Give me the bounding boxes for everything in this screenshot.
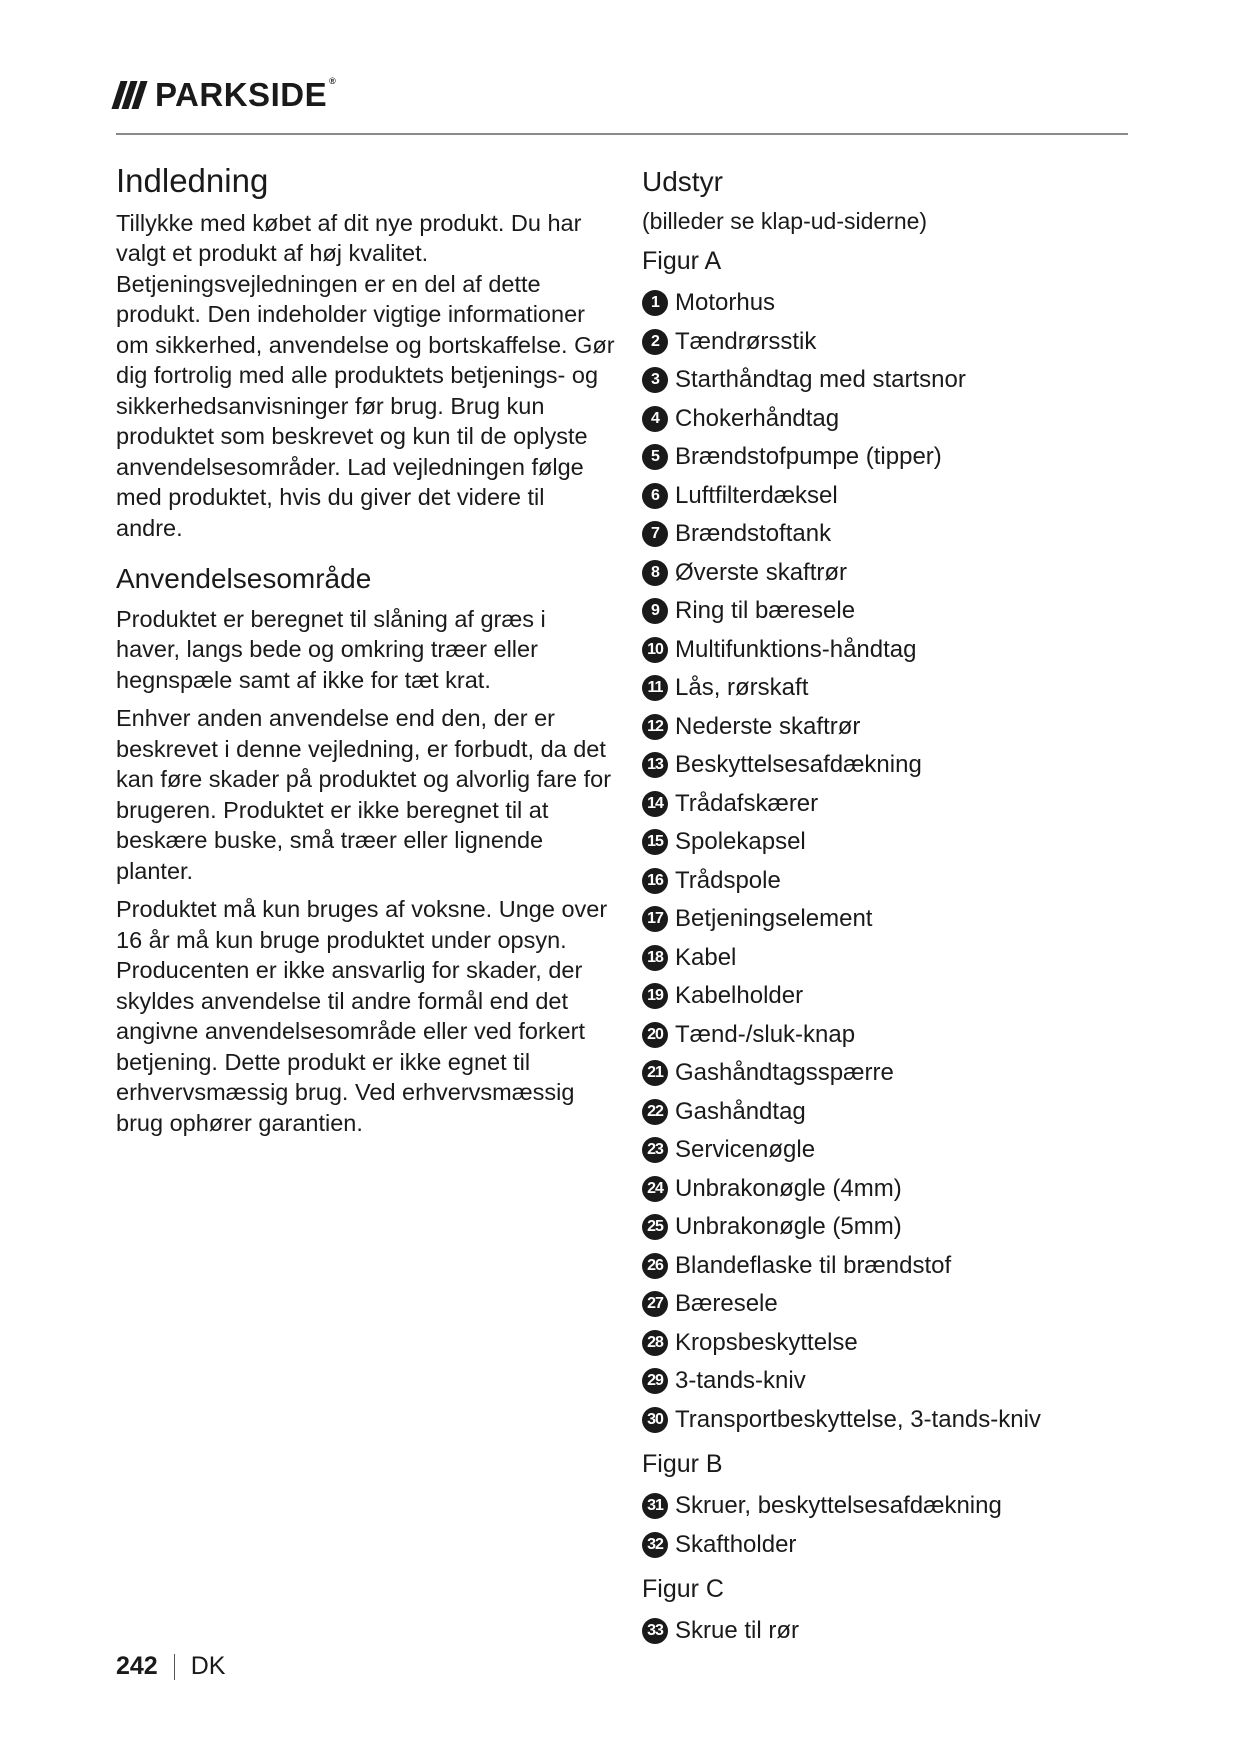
parts-list-item (642, 476, 1142, 515)
parts-list-item (642, 284, 1142, 323)
item-label: Kropsbeskyttelse (675, 1328, 858, 1356)
parts-list-item (642, 361, 1142, 400)
item-number-badge: 32 (642, 1532, 668, 1558)
logo-slashes-mark (116, 81, 143, 109)
parts-list-item (642, 322, 1142, 361)
item-label: Betjeningselement (675, 905, 873, 933)
use-paragraph-1: Produktet er beregnet til slåning af græs i haver, langs bede og omkring træer eller hegnspæle samt af ikke for tæt krat. (116, 605, 546, 693)
parts-list-item (642, 1362, 1142, 1401)
item-label: Tænd-/sluk-knap (675, 1020, 856, 1048)
item-number-badge: 14 (642, 791, 668, 817)
item-label: Unbrakonøgle (5mm) (675, 1213, 902, 1241)
item-number-badge: 18 (642, 945, 668, 971)
item-number-badge: 33 (642, 1618, 668, 1644)
item-number-badge: 10 (642, 637, 668, 663)
item-number-badge: 5 (642, 444, 668, 470)
intro-paragraph: Tillykke med købet af dit nye produkt. Du har valgt et produkt af høj kvalitet. Betjeningsvejledningen er en del af dette produkt. Den indeholder vigtige informationer om sikkerhed, anvendelse og bortskaffelse. Gør dig fortrolig med alle produktets betjenings- og sikkerhedsanvisninger før brug. Brug kun produktet som beskrevet og kun til de oplyste anvendelsesområder. Lad vejledningen følge med produktet, hvis du giver det videre til andre. (116, 209, 615, 541)
item-label: Chokerhåndtag (675, 404, 840, 432)
item-number-badge: 23 (642, 1137, 668, 1163)
parts-list-item (642, 1323, 1142, 1362)
item-number-badge: 27 (642, 1291, 668, 1317)
item-number-badge: 15 (642, 829, 668, 855)
item-number-badge: 26 (642, 1253, 668, 1279)
parts-list-item (642, 1208, 1142, 1247)
item-number-badge: 20 (642, 1022, 668, 1048)
item-number-badge: 9 (642, 598, 668, 624)
parts-list-item (642, 553, 1142, 592)
parts-list-item (642, 399, 1142, 438)
left-column (116, 162, 616, 1146)
item-number-badge: 30 (642, 1407, 668, 1433)
parts-list-item (642, 823, 1142, 862)
parts-list-item (642, 707, 1142, 746)
parts-list-item (642, 1092, 1142, 1131)
item-label: Trådafskærer (675, 789, 819, 817)
item-number-badge: 13 (642, 752, 668, 778)
parts-list-item (642, 515, 1142, 554)
item-number-badge: 11 (642, 675, 668, 701)
item-label: Gashåndtagsspærre (675, 1059, 894, 1087)
parts-list-item (642, 1612, 1142, 1651)
intro-heading: Indledning (116, 162, 269, 199)
item-label: Brændstoftank (675, 520, 832, 548)
item-label: Skaftholder (675, 1530, 797, 1558)
item-number-badge: 21 (642, 1060, 668, 1086)
parts-list-item (642, 1169, 1142, 1208)
item-number-badge: 25 (642, 1214, 668, 1240)
item-label: Transportbeskyttelse, 3-tands-kniv (675, 1405, 1041, 1433)
item-label: Nederste skaftrør (675, 712, 861, 740)
item-label: Bæresele (675, 1290, 778, 1318)
brand-logo (116, 78, 336, 112)
item-label: Ring til bæresele (675, 597, 856, 625)
item-label: Øverste skaftrør (675, 558, 848, 586)
parts-list-item (642, 938, 1142, 977)
item-number-badge: 17 (642, 906, 668, 932)
parts-list-item (642, 1054, 1142, 1093)
figure-c-heading: Figur C (642, 1574, 724, 1603)
figure-a-parts-list (642, 284, 1142, 1439)
item-number-badge: 6 (642, 483, 668, 509)
item-label: Multifunktions-håndtag (675, 635, 917, 663)
parts-list-item (642, 1525, 1142, 1564)
parts-list-item (642, 592, 1142, 631)
language-code: DK (190, 1652, 226, 1680)
item-number-badge: 28 (642, 1330, 668, 1356)
use-paragraph-2: Enhver anden anvendelse end den, der er beskrevet i denne vejledning, er forbudt, da det kan føre skader på produktet og alvorlig fare for brugeren. Produktet er ikke beregnet til at beskære buske, små træer eller lignende planter. (116, 705, 612, 884)
figure-b-parts-list (642, 1487, 1142, 1564)
parts-list-item (642, 900, 1142, 939)
item-label: 3-tands-kniv (675, 1367, 806, 1395)
parts-list-item (642, 861, 1142, 900)
parts-list-item (642, 1246, 1142, 1285)
item-label: Skruer, beskyttelsesafdækning (675, 1492, 1002, 1520)
brand-name: PARKSIDE ® (155, 76, 337, 113)
item-number-badge: 31 (642, 1493, 668, 1519)
parts-list-item (642, 438, 1142, 477)
item-label: Servicenøgle (675, 1136, 816, 1164)
item-number-badge: 24 (642, 1176, 668, 1202)
item-label: Tændrørsstik (675, 327, 817, 355)
item-label: Spolekapsel (675, 828, 806, 856)
figure-b-heading: Figur B (642, 1449, 723, 1478)
item-label: Skrue til rør (675, 1617, 800, 1645)
item-number-badge: 22 (642, 1099, 668, 1125)
figure-a-heading: Figur A (642, 246, 722, 275)
item-label: Motorhus (675, 289, 776, 317)
item-label: Trådspole (675, 866, 781, 894)
item-label: Starthåndtag med startsnor (675, 366, 966, 394)
parts-list-item (642, 630, 1142, 669)
right-column (642, 162, 1142, 1650)
item-label: Luftfilterdæksel (675, 481, 838, 509)
item-label: Beskyttelsesafdækning (675, 751, 922, 779)
parts-list-item (642, 746, 1142, 785)
item-number-badge: 2 (642, 329, 668, 355)
equipment-note: (billeder se klap-ud-siderne) (642, 208, 928, 235)
item-number-badge: 3 (642, 367, 668, 393)
item-number-badge: 29 (642, 1368, 668, 1394)
item-number-badge: 1 (642, 290, 668, 316)
item-label: Kabel (675, 943, 737, 971)
item-number-badge: 16 (642, 868, 668, 894)
item-number-badge: 7 (642, 521, 668, 547)
parts-list-item (642, 977, 1142, 1016)
parts-list-item (642, 1487, 1142, 1526)
item-label: Blandeflaske til brændstof (675, 1251, 952, 1279)
footer-separator (174, 1654, 175, 1680)
item-label: Gashåndtag (675, 1097, 806, 1125)
equipment-heading: Udstyr (642, 166, 723, 197)
parts-list-item (642, 1285, 1142, 1324)
use-heading: Anvendelsesområde (116, 563, 372, 595)
item-number-badge: 4 (642, 406, 668, 432)
parts-list-item (642, 1400, 1142, 1439)
use-paragraph-3: Produktet må kun bruges af voksne. Unge over 16 år må kun bruge produktet under opsyn. Producenten er ikke ansvarlig for skader, der skyldes anvendelse til andre formål end det angivne anvendelsesområde eller ved forkert betjening. Dette produkt er ikke egnet til erhvervsmæssig brug. Ved erhvervsmæssig brug ophører garantien. (116, 896, 608, 1136)
parts-list-item (642, 784, 1142, 823)
page-footer (116, 1652, 225, 1681)
item-label: Lås, rørskaft (675, 674, 809, 702)
parts-list-item (642, 669, 1142, 708)
item-label: Unbrakonøgle (4mm) (675, 1174, 902, 1202)
item-number-badge: 19 (642, 983, 668, 1009)
parts-list-item (642, 1131, 1142, 1170)
page-number: 242 (116, 1652, 158, 1680)
header-divider (116, 133, 1128, 135)
item-label: Brændstofpumpe (tipper) (675, 443, 942, 471)
figure-c-parts-list (642, 1612, 1142, 1651)
parts-list-item (642, 1015, 1142, 1054)
item-label: Kabelholder (675, 982, 804, 1010)
item-number-badge: 8 (642, 560, 668, 586)
item-number-badge: 12 (642, 714, 668, 740)
